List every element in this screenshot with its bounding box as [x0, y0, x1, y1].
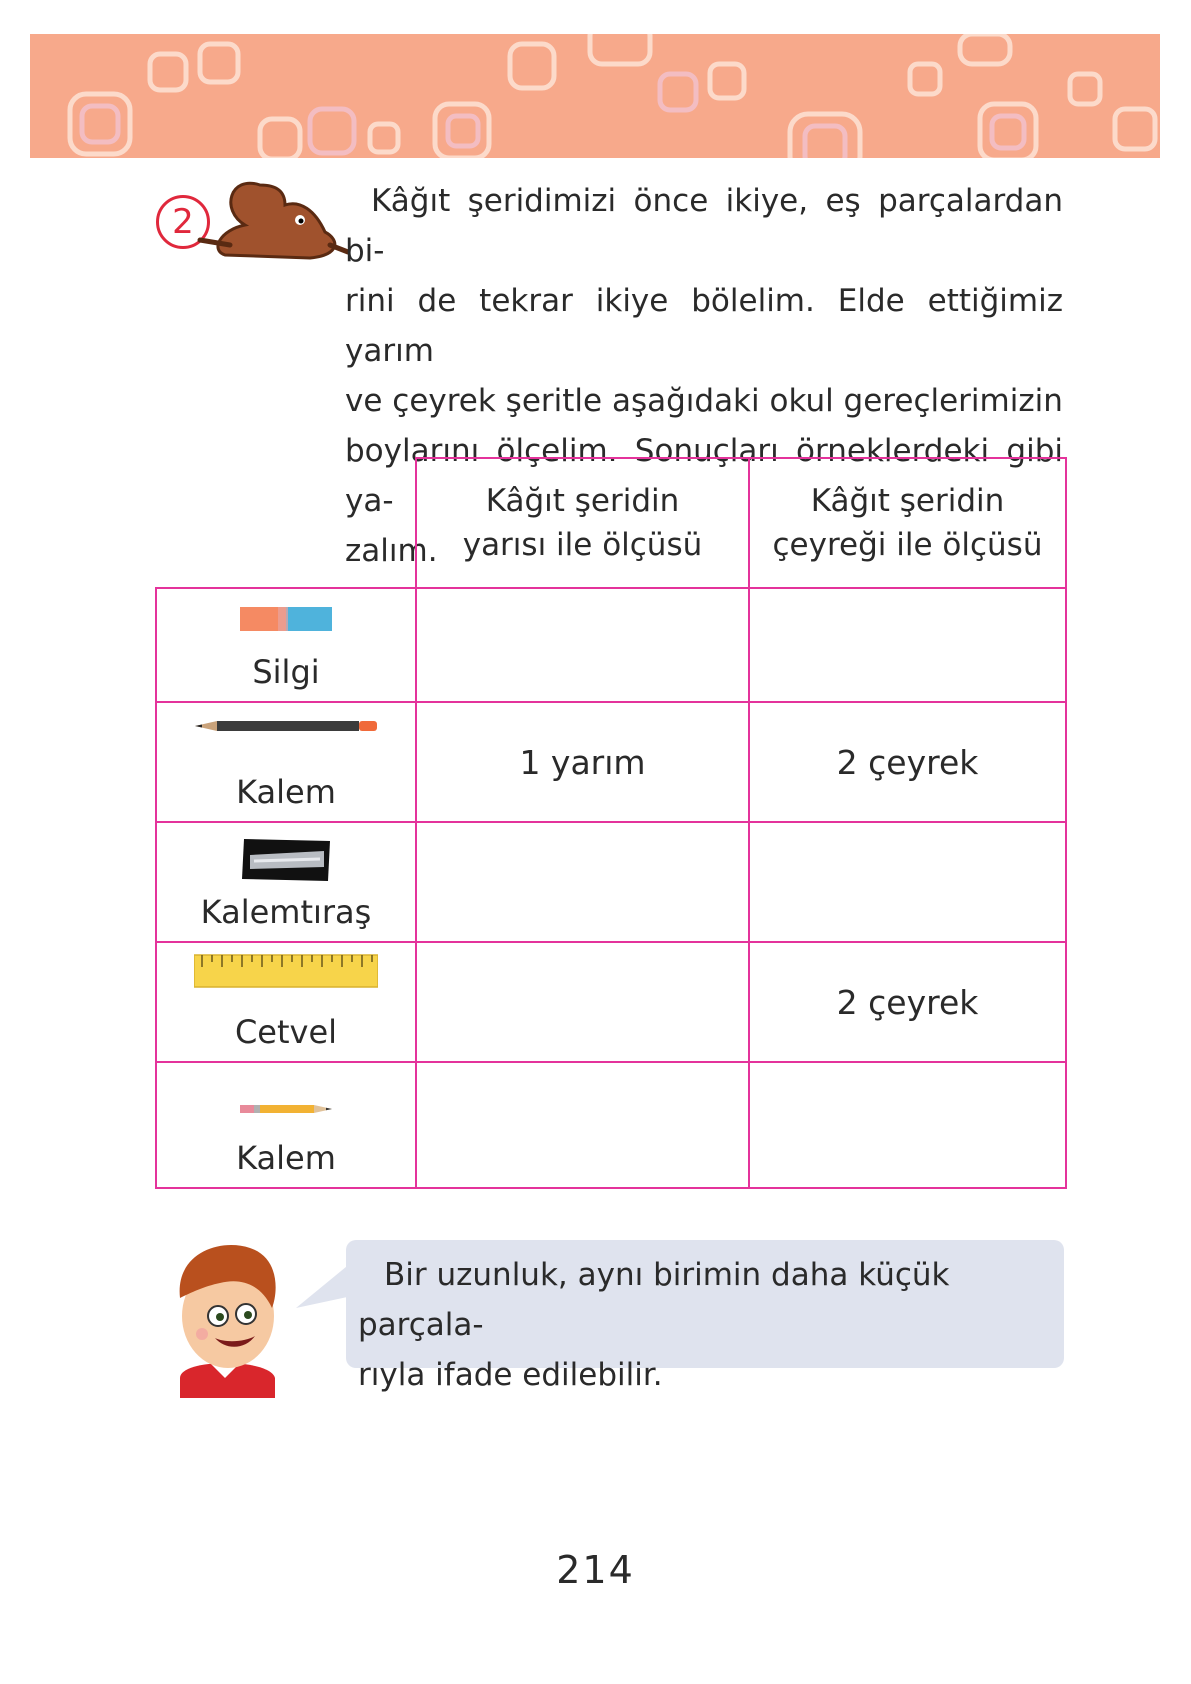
header-line: çeyreği ile ölçüsü — [772, 527, 1043, 563]
quarter-measure-cell[interactable] — [749, 588, 1066, 702]
table-row — [156, 1062, 1066, 1188]
note-line: Bir uzunluk, aynı birimin daha küçük parçala- — [358, 1257, 950, 1343]
instruction-line: rini de tekrar ikiye bölelim. Elde ettiğimiz yarım — [345, 283, 1063, 369]
exercise-number-badge: 2 — [156, 195, 210, 249]
table-row — [156, 702, 1066, 822]
instruction-line: Kâğıt şeridimizi önce ikiye, eş parçalardan bi- — [345, 183, 1063, 269]
header-banner — [30, 34, 1160, 158]
page-number: 214 — [556, 1548, 635, 1592]
item-cell — [156, 588, 416, 702]
item-cell — [156, 942, 416, 1062]
table-row — [156, 822, 1066, 942]
square-pattern-decoration — [30, 34, 1160, 158]
header-line: Kâğıt şeridin — [485, 483, 680, 519]
quarter-measure-cell[interactable] — [749, 822, 1066, 942]
half-measure-cell[interactable] — [416, 588, 749, 702]
item-label: Kalem — [236, 1139, 336, 1177]
pencil-icon — [195, 719, 377, 733]
item-label: Cetvel — [234, 1013, 338, 1051]
quarter-measure-cell[interactable]: 2 çeyrek — [749, 942, 1066, 1062]
quarter-measure-cell[interactable] — [749, 1062, 1066, 1188]
item-label: Kalemtıraş — [200, 893, 372, 931]
header-line: Kâğıt şeridin — [810, 483, 1005, 519]
half-measure-cell[interactable] — [416, 1062, 749, 1188]
instruction-line: ve çeyrek şeritle aşağıdaki okul gereçlerimizin — [345, 383, 1063, 419]
note-line: rıyla ifade edilebilir. — [358, 1357, 663, 1393]
ruler-icon — [194, 953, 378, 989]
speech-bubble-note — [346, 1240, 1064, 1393]
item-cell — [156, 1062, 416, 1188]
item-cell — [156, 702, 416, 822]
instruction-line: boylarını ölçelim. Sonuçları örneklerdeki gibi ya- — [345, 433, 1063, 519]
boy-character-icon — [160, 1238, 290, 1398]
instruction-line: zalım. — [345, 533, 438, 569]
header-line: yarısı ile ölçüsü — [462, 527, 703, 563]
item-label: Kalem — [236, 773, 336, 811]
short-pencil-icon — [240, 1103, 332, 1115]
eraser-icon — [240, 605, 332, 633]
item-label: Silgi — [252, 653, 320, 691]
beaver-mascot-icon — [190, 170, 350, 270]
table-row — [156, 942, 1066, 1062]
sharpener-icon — [240, 837, 332, 883]
item-cell — [156, 822, 416, 942]
speech-bubble-tail — [296, 1262, 352, 1312]
table-header-row — [156, 458, 1066, 588]
half-measure-cell[interactable]: 1 yarım — [416, 702, 749, 822]
quarter-measure-cell[interactable]: 2 çeyrek — [749, 702, 1066, 822]
header-empty-cell — [156, 458, 416, 588]
half-measure-cell[interactable] — [416, 942, 749, 1062]
table-row — [156, 588, 1066, 702]
measurement-table — [155, 457, 1067, 1189]
header-half-measure — [416, 458, 749, 588]
half-measure-cell[interactable] — [416, 822, 749, 942]
header-quarter-measure — [749, 458, 1066, 588]
